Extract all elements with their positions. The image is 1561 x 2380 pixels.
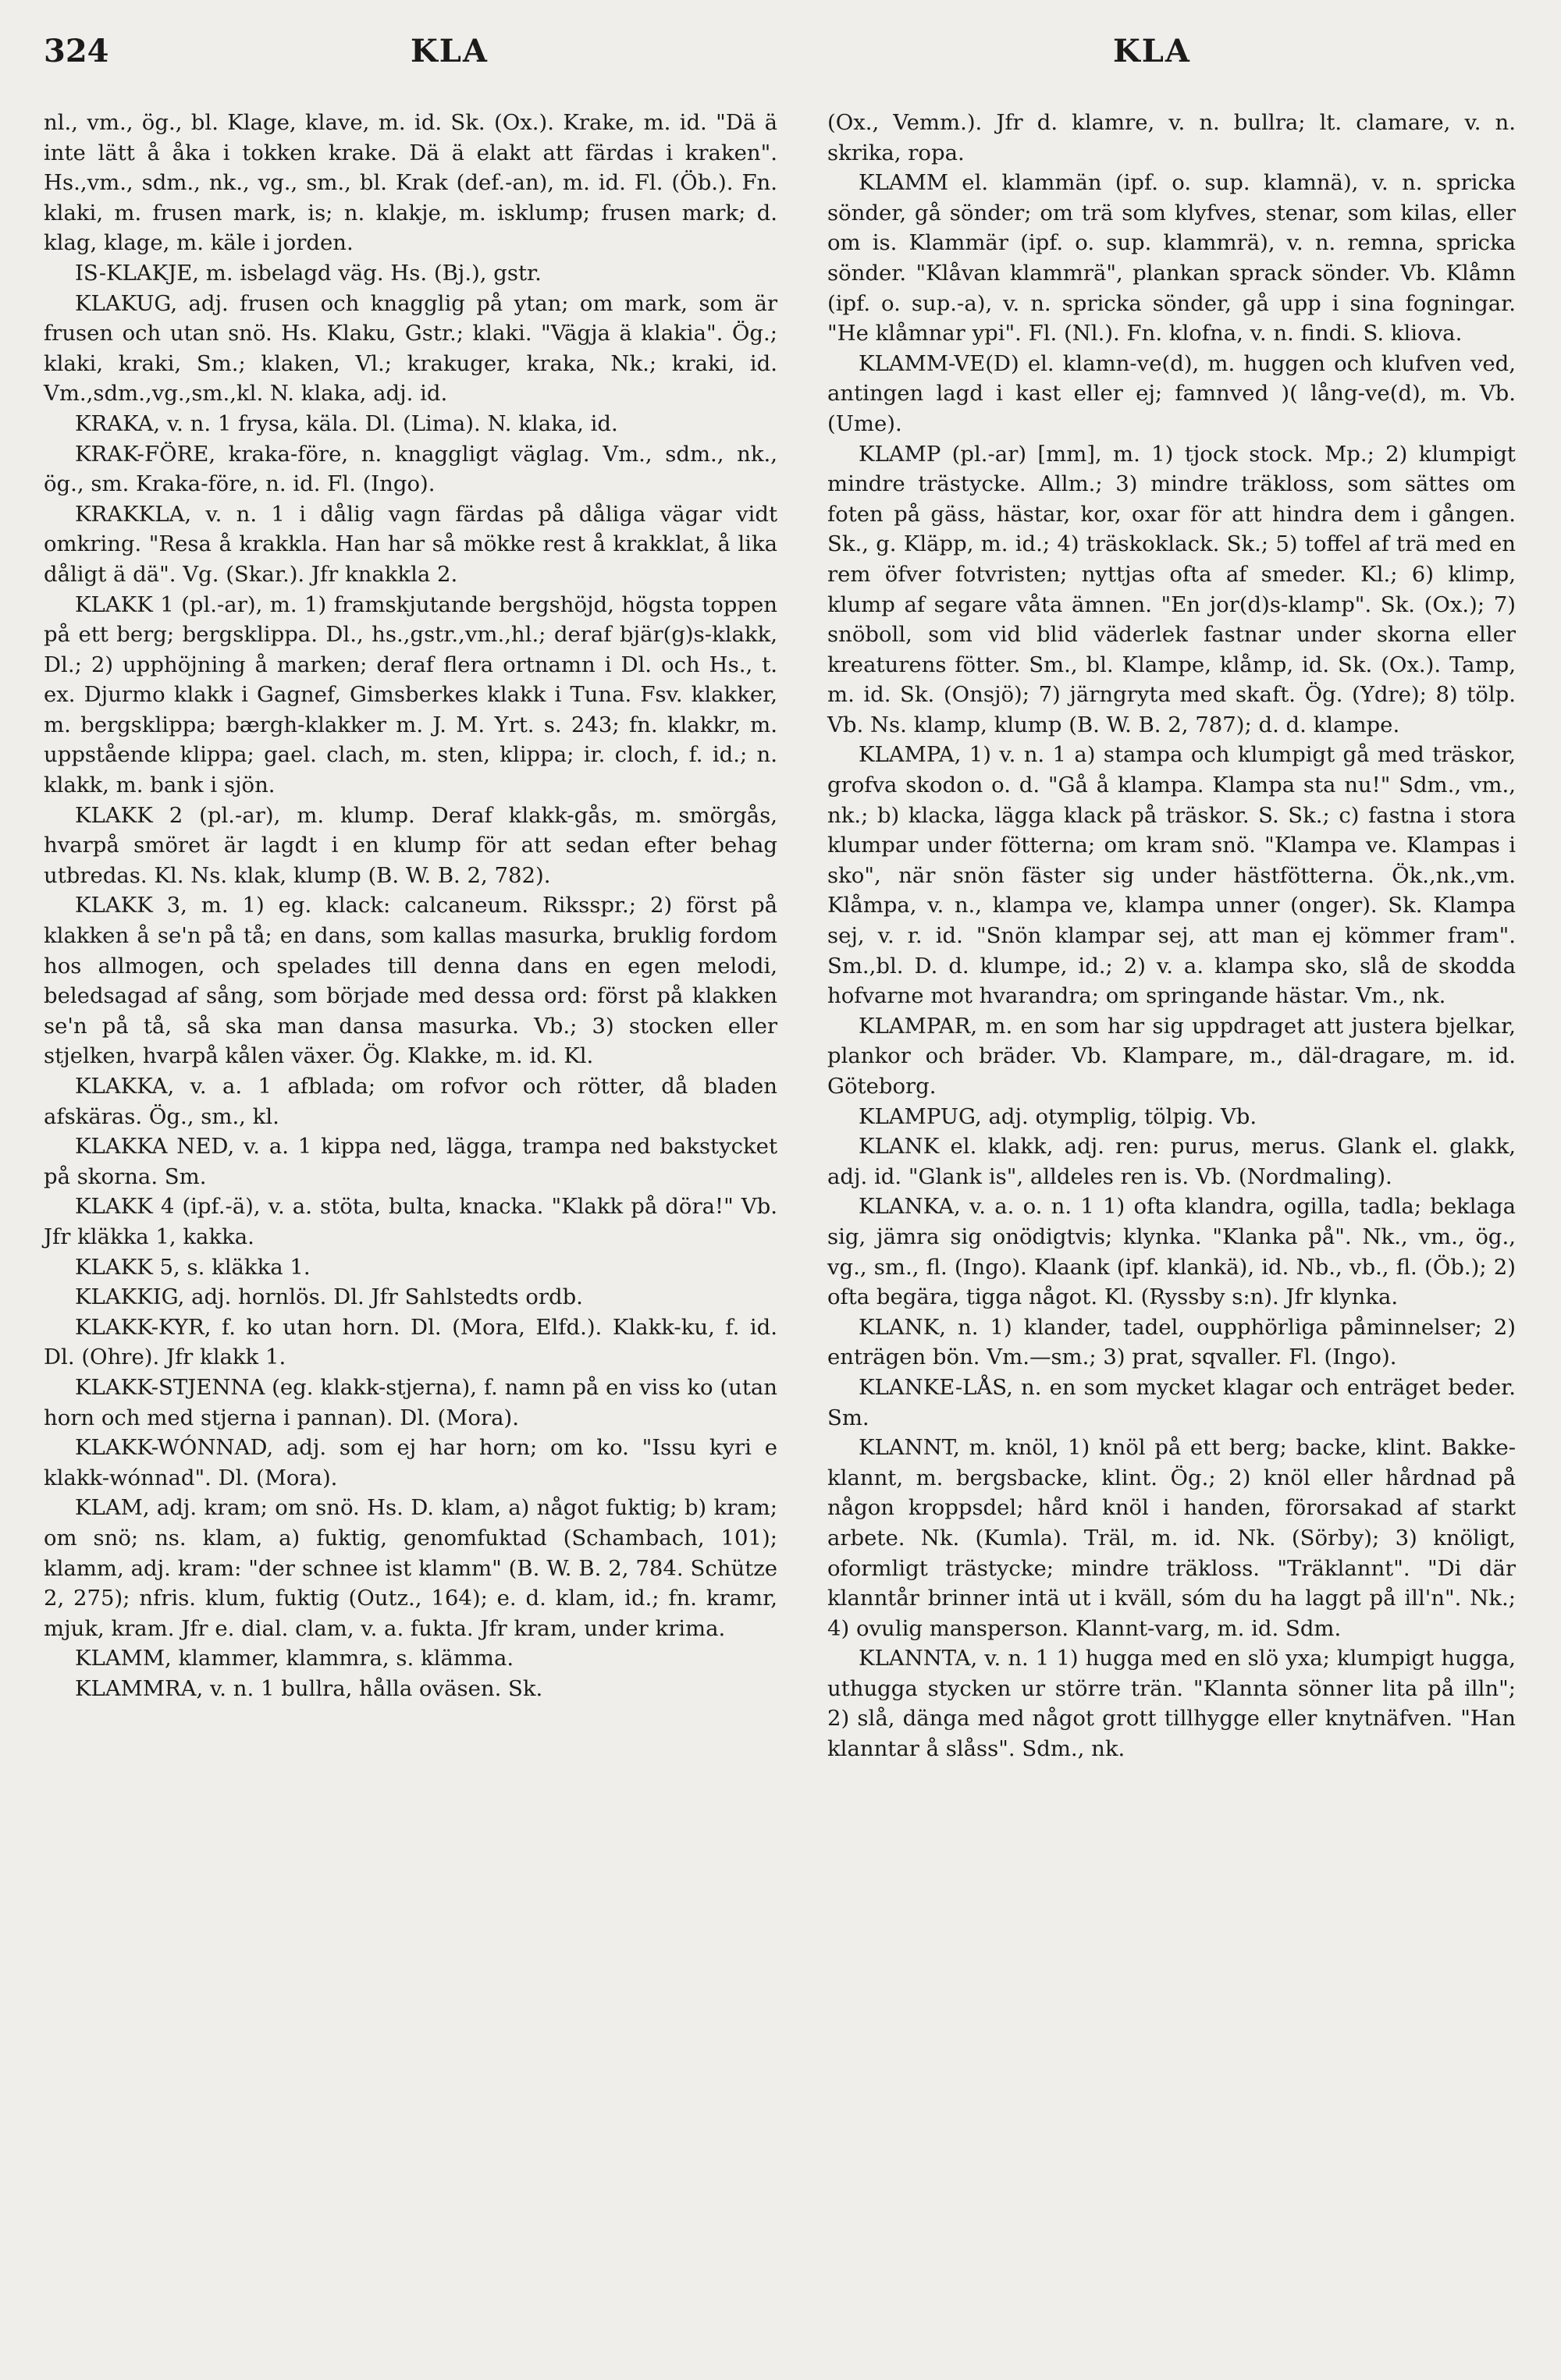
dictionary-entry: KLAMPA, 1) v. n. 1 a) stampa och klumpigt gå med träskor, grofva skodon o. d. "Gå å klampa. Klampa sta nu!" Sdm., vm., nk.; b) klacka, lägga klack på träskor. S. Sk.; c) fastna i stora klumpar under fötterna; om kram snö. "Klampa ve. Klampas i sko", när snön fäster sig under hästfötterna. Ök.,nk.,vm. Klåmpa, v. n., klampa ve, klampa unner (onger). Sk. Klampa sej, v. r. id. "Snön klampar sej, att man ej kömmer fram". Sm.,bl. D. d. klumpe, id.; 2) v. a. klampa sko, slå de skodda hofvarne mot hvarandra; om springande hästar. Vm., nk. bbox=[827, 742, 1516, 1009]
dictionary-entry: IS-KLAKJE, m. isbelagd väg. Hs. (Bj.), gstr. bbox=[75, 260, 542, 286]
dictionary-entry: KRAKA, v. n. 1 frysa, käla. Dl. (Lima). N. klaka, id. bbox=[75, 410, 618, 436]
dictionary-entry: KLANK, n. 1) klander, tadel, oupphörliga påminnelser; 2) enträgen bön. Vm.—sm.; 3) prat, sqvaller. Fl. (Ingo). bbox=[827, 1314, 1516, 1370]
dictionary-entry: KLAKK-WÓNNAD, adj. som ej har horn; om ko. "Issu kyri e klakk-wónnad". Dl. (Mora). bbox=[44, 1435, 777, 1490]
dictionary-entry: KLAMPAR, m. en som har sig uppdraget att justera bjelkar, plankor och bräder. Vb. Klampare, m., däl-dragare, m. id. Göteborg. bbox=[827, 1013, 1516, 1099]
right-running-head: KLA bbox=[1113, 33, 1191, 69]
dictionary-entry: KLAMM-VE(D) el. klamn-ve(d), m. huggen och klufven ved, antingen lagd i kast eller ej; famnved )( lång-ve(d), m. Vb. (Ume). bbox=[827, 350, 1516, 436]
dictionary-entry: KLAKK 4 (ipf.-ä), v. a. stöta, bulta, knacka. "Klakk på döra!" Vb. Jfr kläkka 1, kakka. bbox=[44, 1194, 777, 1249]
page-number: 324 bbox=[44, 33, 109, 69]
dictionary-entry: KLANNT, m. knöl, 1) knöl på ett berg; backe, klint. Bakke-klannt, m. bergsbacke, klint. Ög.; 2) knöl eller hårdnad på någon kroppsdel; hård knöl i handen, förorsakad af starkt arbete. Nk. (Kumla). Träl, m. id. Nk. (Sörby); 3) knöligt, oformligt trästycke; mindre träkloss. "Träklannt". "Di där klanntår brinner intä ut i kväll, sóm du ha laggt på ill'n". Nk.; 4) ovulig mansperson. Klannt-varg, m. id. Sdm. bbox=[827, 1435, 1516, 1641]
dictionary-entry: KLANNTA, v. n. 1 1) hugga med en slö yxa; klumpigt hugga, uthugga stycken ur större trän. "Klannta sönner lita på illn"; 2) slå, dänga med något grott tillhygge eller knytnäfven. "Han klanntar å slåss". Sdm., nk. bbox=[827, 1646, 1516, 1762]
dictionary-entry: KLAMM el. klammän (ipf. o. sup. klamnä), v. n. spricka sönder, gå sönder; om trä som klyfves, stenar, som kilas, eller om is. Klammär (ipf. o. sup. klammrä), v. n. remna, spricka sönder. "Klåvan klammrä", plankan sprack sönder. Vb. Klåmn (ipf. o. sup.-a), v. n. spricka sönder, gå upp i sina fogningar. "He klåmnar ypi". Fl. (Nl.). Fn. klofna, v. n. findi. S. kliova. bbox=[827, 170, 1516, 346]
dictionary-entry: KLAKKA NED, v. a. 1 kippa ned, lägga, trampa ned bakstycket på skorna. Sm. bbox=[44, 1134, 777, 1189]
dictionary-entry: KLAKK 3, m. 1) eg. klack: calcaneum. Riksspr.; 2) först på klakken å se'n på tå; en dans, som kallas masurka, bruklig fordom hos allmogen, och spelades till denna dans en egen melodi, beledsagad af sång, som började med dessa ord: först på klakken se'n på tå, så ska man dansa masurka. Vb.; 3) stocken eller stjelken, hvarpå kålen växer. Ög. Klakke, m. id. Kl. bbox=[44, 893, 777, 1069]
dictionary-entry: KLAKK 2 (pl.-ar), m. klump. Deraf klakk-gås, m. smörgås, hvarpå smöret är lagdt i en klump för att sedan efter behag utbredas. Kl. Ns. klak, klump (B. W. B. 2, 782). bbox=[44, 802, 777, 888]
dictionary-entry: KLAMPUG, adj. otymplig, tölpig. Vb. bbox=[859, 1103, 1257, 1129]
right-column bbox=[827, 108, 1516, 1764]
dictionary-entry: KLAKKA, v. a. 1 afblada; om rofvor och rötter, då bladen afskäras. Ög., sm., kl. bbox=[44, 1074, 777, 1129]
dictionary-entry: KLANK el. klakk, adj. ren: purus, merus. Glank el. glakk, adj. id. "Glank is", alldeles ren is. Vb. (Nordmaling). bbox=[827, 1134, 1516, 1189]
dictionary-entry: KRAK-FÖRE, kraka-före, n. knaggligt väglag. Vm., sdm., nk., ög., sm. Kraka-före, n. id. Fl. (Ingo). bbox=[44, 441, 777, 497]
dictionary-entry: KLAKK 5, s. kläkka 1. bbox=[75, 1254, 311, 1280]
dictionary-entry: KLAKK-KYR, f. ko utan horn. Dl. (Mora, Elfd.). Klakk-ku, f. id. Dl. (Ohre). Jfr klakk 1. bbox=[44, 1314, 777, 1370]
dictionary-entry: (Ox., Vemm.). Jfr d. klamre, v. n. bullra; lt. clamare, v. n. skrika, ropa. bbox=[827, 110, 1516, 165]
dictionary-entry: KLAKK-STJENNA (eg. klakk-stjerna), f. namn på en viss ko (utan horn och med stjerna i pannan). Dl. (Mora). bbox=[44, 1374, 777, 1430]
page-header bbox=[0, 33, 1561, 80]
dictionary-entry: KLAKK 1 (pl.-ar), m. 1) framskjutande bergshöjd, högsta toppen på ett berg; bergsklippa. Dl., hs.,gstr.,vm.,hl.; deraf bjär(g)s-klakk, Dl.; 2) upphöjning å marken; deraf flera ortnamn i Dl. och Hs., t. ex. Djurmo klakk i Gagnef, Gimsberkes klakk i Tuna. Fsv. klakker, m. bergsklippa; bærgh-klakker m. J. M. Yrt. s. 243; fn. klakkr, m. uppstående klippa; gael. clach, m. sten, klippa; ir. cloch, f. id.; n. klakk, m. bank i sjön. bbox=[44, 591, 777, 798]
left-column bbox=[44, 108, 777, 1703]
dictionary-entry: KRAKKLA, v. n. 1 i dålig vagn färdas på dåliga vägar vidt omkring. "Resa å krakkla. Han har så mökke rest å krakklat, å lika dåligt ä dä". Vg. (Skar.). Jfr knakkla 2. bbox=[44, 501, 777, 587]
dictionary-entry: KLAMP (pl.-ar) [mm], m. 1) tjock stock. Mp.; 2) klumpigt mindre trästycke. Allm.; 3) mindre träkloss, som sättes om foten på gäss, hästar, kor, oxar för att hindra dem i gången. Sk., g. Kläpp, m. id.; 4) träskoklack. Sk.; 5) toffel af trä med en rem öfver fotvristen; nyttjas ofta af smeder. Kl.; 6) klimp, klump af segare våta ämnen. "En jor(d)s-klamp". Sk. (Ox.); 7) snöboll, som vid blid väderlek fastnar under skorna eller kreaturens fötter. Sm., bl. Klampe, klåmp, id. Sk. (Ox.). Tamp, m. id. Sk. (Onsjö); 7) järngryta med skaft. Ög. (Ydre); 8) tölp. Vb. Ns. klamp, klump (B. W. B. 2, 787); d. d. klampe. bbox=[827, 441, 1516, 737]
dictionary-entry: KLANKA, v. a. o. n. 1 1) ofta klandra, ogilla, tadla; beklaga sig, jämra sig onödigtvis; klynka. "Klanka på". Nk., vm., ög., vg., sm., fl. (Ingo). Klaank (ipf. klankä), id. Nb., vb., fl. (Öb.); 2) ofta begära, tigga något. Kl. (Ryssby s:n). Jfr klynka. bbox=[827, 1194, 1516, 1310]
dictionary-entry: KLAKUG, adj. frusen och knagglig på ytan; om mark, som är frusen och utan snö. Hs. Klaku, Gstr.; klaki. "Vägja ä klakia". Ög.; klaki, kraki, Sm.; klaken, Vl.; krakuger, kraka, Nk.; kraki, id. Vm.,sdm.,vg.,sm.,kl. N. klaka, adj. id. bbox=[44, 290, 777, 407]
dictionary-entry: KLAMMRA, v. n. 1 bullra, hålla oväsen. Sk. bbox=[75, 1675, 543, 1701]
left-running-head: KLA bbox=[411, 33, 489, 69]
dictionary-entry: nl., vm., ög., bl. Klage, klave, m. id. Sk. (Ox.). Krake, m. id. "Dä ä inte lätt å åka i tokken krake. Dä ä elakt att färdas i kraken". Hs.,vm., sdm., nk., vg., sm., bl. Krak (def.-an), m. id. Fl. (Öb.). Fn. klaki, m. frusen mark, is; n. klakje, m. isklump; frusen mark; d. klag, klage, m. käle i jorden. bbox=[44, 110, 777, 256]
dictionary-entry: KLANKE-LÅS, n. en som mycket klagar och enträget beder. Sm. bbox=[827, 1374, 1516, 1430]
dictionary-entry: KLAMM, klammer, klammra, s. klämma. bbox=[75, 1646, 514, 1671]
dictionary-entry: KLAM, adj. kram; om snö. Hs. D. klam, a) något fuktig; b) kram; om snö; ns. klam, a) fuktig, genomfuktad (Schambach, 101); klamm, adj. kram: "der schnee ist klamm" (B. W. B. 2, 784. Schütze 2, 275); nfris. klum, fuktig (Outz., 164); e. d. klam, id.; fn. kramr, mjuk, kram. Jfr e. dial. clam, v. a. fukta. Jfr kram, under krima. bbox=[44, 1495, 777, 1641]
dictionary-entry: KLAKKIG, adj. hornlös. Dl. Jfr Sahlstedts ordb. bbox=[75, 1284, 583, 1310]
